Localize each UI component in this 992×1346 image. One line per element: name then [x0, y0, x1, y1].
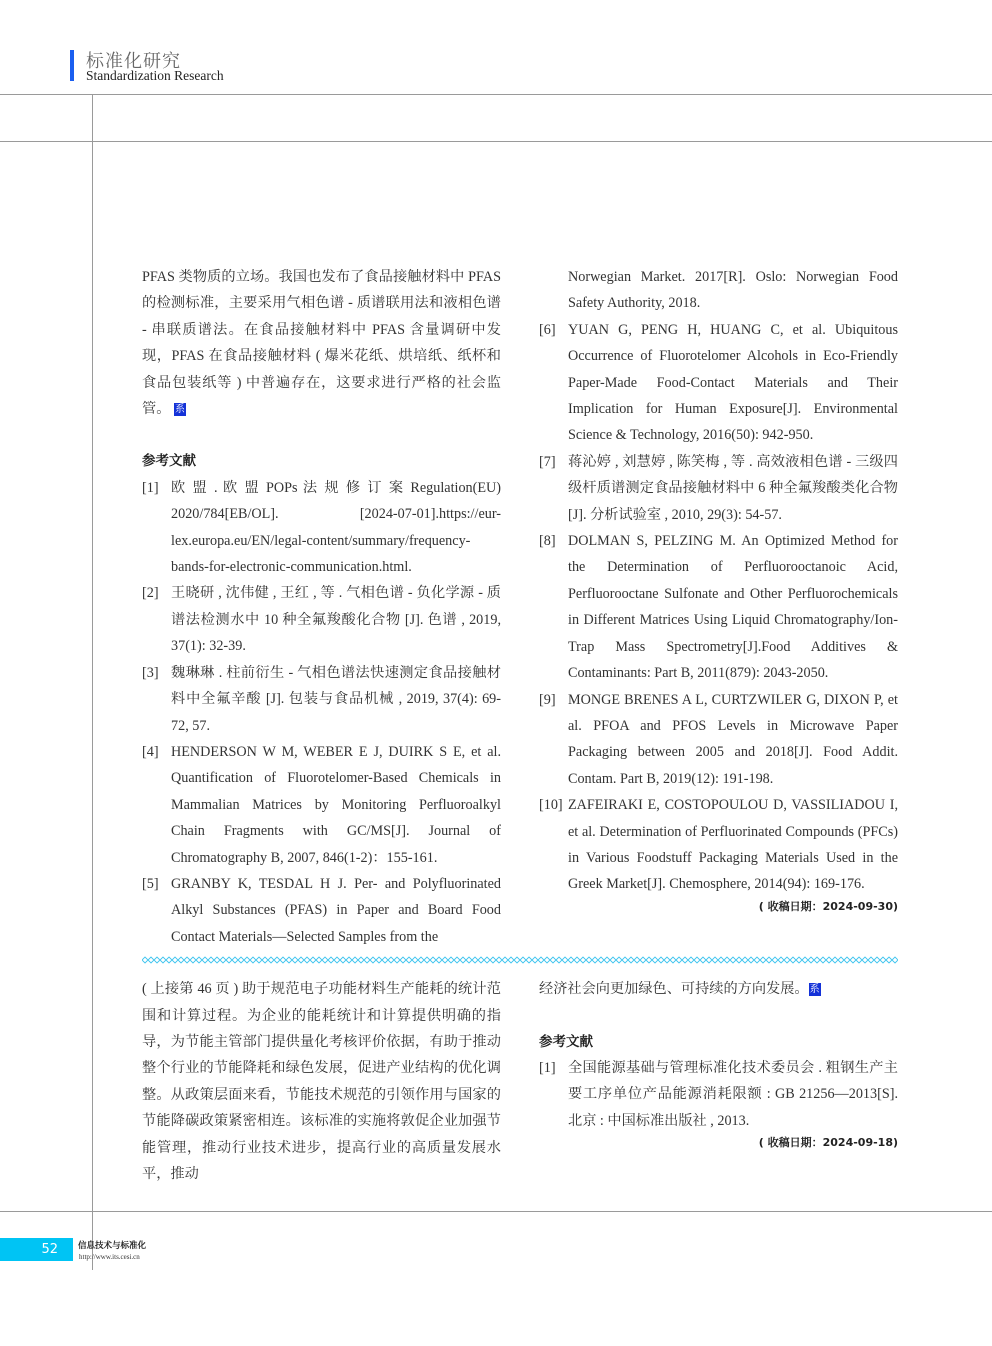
end-mark-icon: 系 [809, 984, 820, 996]
reference-continued: Norwegian Market. 2017[R]. Oslo: Norwegian Food Safety Authority, 2018. [568, 269, 898, 312]
reference-item: [7] 蒋沁婷 , 刘慧婷 , 陈笑梅 , 等 . 高效液相色谱 - 三级四级杆质谱测定食品接触材料中 6 种全氟羧酸类化合物 [J]. 分析试验室 , 2010, 29(3): 54-57. [539, 453, 898, 523]
end-mark-icon: 系 [174, 404, 185, 416]
page-footer [0, 1211, 992, 1287]
reference-item: [1] 欧 盟 . 欧 盟 POPs 法 规 修 订 案 Regulation(EU) 2020/784[EB/OL]. [2024-07-01].https://eur-lex.europa.eu/EN/legal-content/summary/frequency-bands-for-electronic-communication.html. [142, 479, 501, 576]
body-paragraph: 经济社会向更加绿色、可持续的方向发展。系 [539, 981, 820, 998]
page-content [142, 0, 898, 1187]
journal-name: 信息技术与标准化 [78, 1241, 147, 1252]
reference-item: [2] 王晓研 , 沈伟健 , 王红 , 等 . 气相色谱 - 负化学源 - 质谱法检测水中 10 种全氟羧酸化合物 [J]. 色谱 , 2019, 37(1): 32-39. [142, 585, 501, 655]
body-paragraph: PFAS 类物质的立场。我国也发布了食品接触材料中 PFAS 的检测标准，主要采用气相色谱 - 质谱联用法和液相色谱 - 串联质谱法。在食品接触材料中 PFAS 含量调研中发现，PFAS 在食品接触材料 ( 爆米花纸、烘培纸、纸杯和食品包装纸等 ) 中普遍存在，这要求进行严格的社会监管。 系 [142, 269, 501, 418]
reference-item: [1] 全国能源基础与管理标准化技术委员会 . 粗钢生产主要工序单位产品能源消耗限额 : GB 21256—2013[S]. 北京 : 中国标准出版社 , 2013. [539, 1059, 898, 1129]
left-column [142, 264, 501, 950]
article-one [142, 264, 898, 950]
received-date: ( 收稿日期：2024-09-18) [758, 1136, 898, 1150]
section-title-cn: 标准化研究 [86, 51, 181, 72]
reference-item: [9] MONGE BRENES A L, CURTZWILER G, DIXON P, et al. PFOA and PFOS Levels in Microwave Paper Packaging between 2005 and 2018[J]. Food Addit. Contam. Part B, 2019(12): 191-198. [539, 691, 898, 787]
journal-url[interactable]: http://www.its.cesi.cn [79, 1253, 140, 1262]
margin-rule [92, 94, 93, 1270]
footer-rule [0, 1211, 992, 1212]
body-paragraph: ( 上接第 46 页 ) 助于规范电子功能材料生产能耗的统计范围和计算过程。为企业的能耗统计和计算提供明确的指导，为节能主管部门提供量化考核评价依据，有助于推动整个行业的节能降耗和绿色发展，促进产业结构的优化调整。从政策层面来看，节能技术规范的引领作用与国家的节能降碳政策紧密相连。该标准的实施将敦促企业加强节能管理，推动行业技术进步，提高行业的高质量发展水平，推动 [142, 981, 501, 1182]
page-number: 52 [0, 1238, 73, 1261]
continued-article-right [539, 976, 898, 1152]
brand-accent-bar [70, 50, 74, 81]
references-heading: 参考文献 [539, 1033, 593, 1050]
reference-item: [4] HENDERSON W M, WEBER E J, DUIRK S E, et al. Quantification of Fluorotelomer-Based Chemicals in Mammalian Matrices by Monitoring Perfluoroalkyl Chain Fragments with GC/MS[J]. Journal of Chromatography B, 2007, 846(1-2)：155-161. [142, 743, 501, 866]
section-title-en: Standardization Research [86, 68, 224, 83]
references-heading: 参考文献 [142, 453, 196, 470]
article-two [142, 976, 898, 1187]
received-date: ( 收稿日期：2024-09-30) [758, 899, 898, 913]
right-column [539, 264, 898, 916]
reference-item: [6] YUAN G, PENG H, HUANG C, et al. Ubiquitous Occurrence of Fluorotelomer Alcohols in Eco-Friendly Paper-Made Food-Contact Materials and Their Implication for Human Exposure[J]. Environmental Science & Technology, 2016(50): 942-950. [539, 321, 898, 444]
reference-item: [10] ZAFEIRAKI E, COSTOPOULOU D, VASSILIADOU I, et al. Determination of Perfluorinated Compounds (PFCs) in Various Foodstuff Packaging Materials Used in the Greek Market[J]. Chemosphere, 2014(94): 169-176. [539, 797, 898, 893]
reference-item: [3] 魏琳琳 . 柱前衍生 - 气相色谱法快速测定食品接触材料中全氟辛酸 [J]. 包装与食品机械 , 2019, 37(4): 69-72, 57. [142, 664, 501, 734]
reference-item: [5] GRANBY K, TESDAL H J. Per- and Polyfluorinated Alkyl Substances (PFAS) in Paper and Board Food Contact Materials—Selected Samples from the [142, 875, 501, 945]
continued-article-left [142, 976, 501, 1187]
reference-item: [8] DOLMAN S, PELZING M. An Optimized Method for the Determination of Perfluorooctanoic Acid, Perfluorooctane Sulfonate and Other Perfluorochemicals in Different Matrices Using Liquid Chromatography/Ion-Trap Mass Spectrometry[J].Food Additives & Contaminants: Part B, 2011(879): 2043-2050. [539, 533, 898, 682]
article-divider [142, 956, 898, 964]
